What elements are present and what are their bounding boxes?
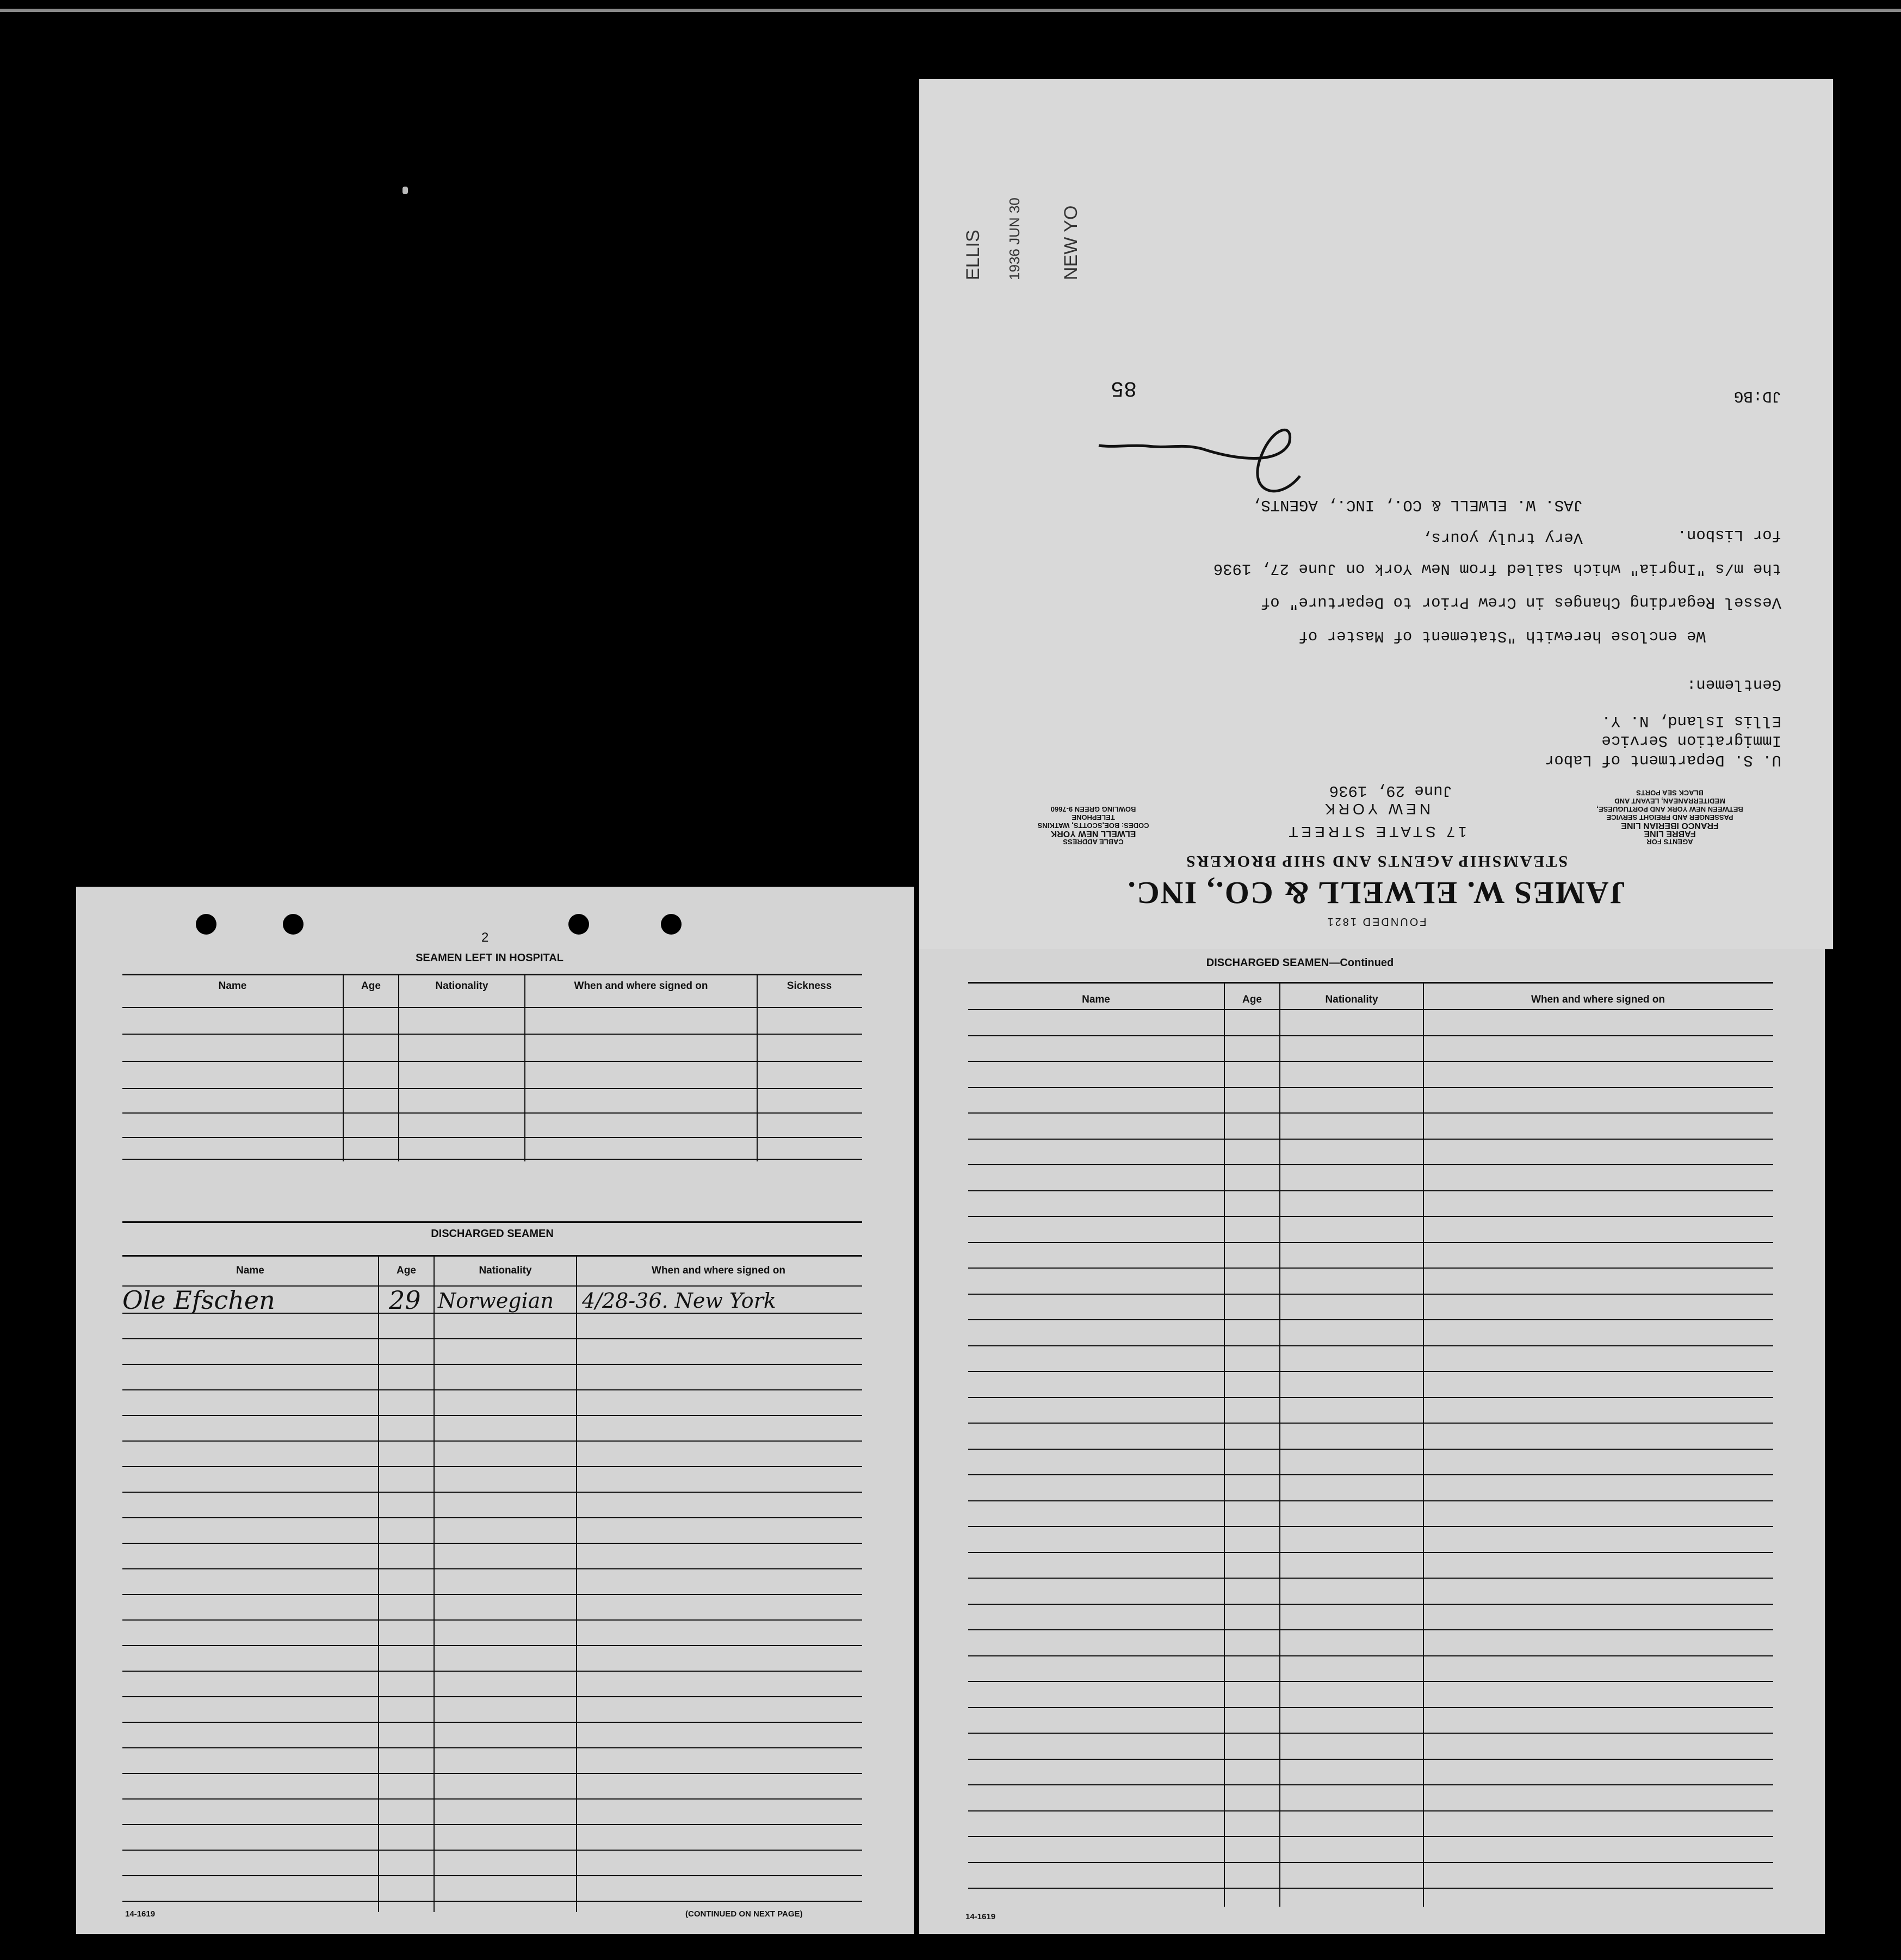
col-header-nationality: Nationality — [479, 1265, 532, 1276]
agents-line: FABRE LINE — [1644, 829, 1696, 838]
letter-date: June 29, 1936 — [1329, 782, 1452, 800]
punch-hole — [283, 914, 304, 935]
table-row-rule — [122, 1773, 862, 1774]
discharged-signed-on-cell: 4/28-36. New York — [582, 1289, 776, 1313]
table-row-rule — [968, 1294, 1773, 1295]
agents-line: PASSENGER AND FREIGHT SERVICE — [1606, 813, 1733, 821]
discharged-name-cell: Ole Efschen — [122, 1285, 275, 1315]
cover-letter — [919, 79, 1833, 949]
letterhead-founded: FOUNDED 1821 — [1326, 916, 1427, 928]
table-row-rule — [968, 1526, 1773, 1527]
table-row-rule — [122, 1645, 862, 1646]
col-header-name: Name — [218, 980, 247, 992]
table-row-rule — [968, 1190, 1773, 1191]
letterhead-company: JAMES W. ELWELL & CO., INC. — [1126, 875, 1626, 911]
table-row-rule — [968, 1061, 1773, 1062]
receipt-stamp-line: NEW YO — [1061, 205, 1081, 280]
letterhead-subtitle: STEAMSHIP AGENTS AND SHIP BROKERS — [1184, 852, 1568, 870]
table-row-rule — [122, 1415, 862, 1416]
table-row-rule — [968, 1733, 1773, 1734]
letter-addressee: U. S. Department of Labor Immigration Service Ellis Island, N. Y. — [1544, 712, 1781, 769]
scan-top-edge — [0, 9, 1901, 12]
page-number: 2 — [481, 930, 489, 945]
table-row-rule — [122, 1594, 862, 1595]
col-header-signed-on: When and where signed on — [1531, 994, 1665, 1005]
table-row-rule — [122, 1619, 862, 1621]
table-row-rule — [968, 1371, 1773, 1372]
letter-closing: Very truly yours, — [1422, 529, 1583, 547]
col-header-sickness: Sickness — [787, 980, 832, 992]
table-row-rule — [122, 1389, 862, 1390]
table-row-rule — [968, 1707, 1773, 1708]
letterhead-city: NEW YORK — [1322, 801, 1431, 818]
table-row-rule — [968, 1112, 1773, 1114]
table-row-rule — [122, 1517, 862, 1518]
punch-hole — [661, 914, 682, 935]
punch-hole — [196, 914, 216, 935]
table-row-rule — [968, 1423, 1773, 1424]
table-row-rule — [968, 1474, 1773, 1475]
table-row-rule — [122, 1466, 862, 1467]
letter-salutation: Gentlemen: — [1686, 676, 1781, 694]
table-row-rule — [968, 1397, 1773, 1398]
discharged-continued-title: DISCHARGED SEAMEN—Continued — [1206, 957, 1394, 969]
table-row-rule — [968, 1604, 1773, 1605]
table-row-rule — [122, 1543, 862, 1544]
table-row-rule — [968, 1449, 1773, 1450]
table-row-rule — [122, 1850, 862, 1851]
col-header-signed-on: When and where signed on — [652, 1265, 785, 1276]
table-row-rule — [968, 1836, 1773, 1837]
table-row-rule — [122, 1338, 862, 1339]
cable-line: BOWLING GREEN 9-7660 — [1050, 805, 1136, 813]
table-row-rule — [968, 1810, 1773, 1811]
table-row-rule — [122, 1671, 862, 1672]
agents-line: BLACK SEA PORTS — [1636, 789, 1704, 797]
scan-speck — [403, 187, 408, 194]
table-row-rule — [122, 1747, 862, 1748]
table-row-rule — [122, 1824, 862, 1825]
table-row-rule — [968, 1345, 1773, 1346]
receipt-stamp-line: ELLIS — [963, 230, 983, 280]
letter-initials: JD:BG — [1733, 387, 1781, 405]
table-row-rule — [122, 1568, 862, 1569]
receipt-stamp-line: 1936 JUN 30 — [1006, 197, 1023, 280]
table-row-rule — [968, 1759, 1773, 1760]
col-header-name: Name — [1082, 994, 1110, 1005]
form-page-left — [76, 887, 914, 1934]
table-row-rule — [968, 1009, 1773, 1010]
col-header-nationality: Nationality — [435, 980, 488, 992]
table-row-rule — [122, 1798, 862, 1800]
hospital-table — [122, 974, 862, 1161]
table-row-rule — [968, 1578, 1773, 1579]
cable-line: CODES: BOE,SCOTTS, WATKINS — [1037, 821, 1149, 830]
agents-line: FRANCO IBERIAN LINE — [1621, 821, 1719, 830]
discharged-nationality-cell: Norwegian — [438, 1289, 554, 1313]
letter-body: We enclose herewith "Statement of Master of Vessel Regarding Changes in Crew Prior to Departure" of the m/s "Ingria" which sailed from New York on June 27, 1936 for Lisbon. — [1213, 526, 1781, 645]
table-row-rule — [968, 1655, 1773, 1656]
cable-line: ELWELL NEW YORK — [1050, 829, 1136, 838]
table-row-rule — [122, 1901, 862, 1902]
table-row-rule — [968, 1319, 1773, 1320]
continued-note: (CONTINUED ON NEXT PAGE) — [685, 1909, 803, 1919]
col-header-age: Age — [397, 1265, 416, 1276]
table-row-rule — [968, 1035, 1773, 1036]
letterhead-street: 17 STATE STREET — [1285, 824, 1467, 840]
table-row-rule — [968, 1888, 1773, 1889]
form-code: 14-1619 — [125, 1909, 156, 1919]
handwritten-signature — [1093, 411, 1311, 498]
table-row-rule — [968, 1862, 1773, 1863]
col-header-age: Age — [361, 980, 381, 992]
agents-line: AGENTS FOR — [1646, 838, 1693, 846]
discharged-age-cell: 29 — [389, 1285, 421, 1315]
discharged-section-title: DISCHARGED SEAMEN — [431, 1228, 554, 1240]
col-header-signed-on: When and where signed on — [574, 980, 708, 992]
table-row-rule — [122, 1722, 862, 1723]
table-row-rule — [968, 1267, 1773, 1269]
table-row-rule — [968, 1784, 1773, 1785]
table-row-rule — [968, 1629, 1773, 1630]
table-row-rule — [968, 1216, 1773, 1217]
table-row-rule — [122, 1440, 862, 1442]
cable-line: CABLE ADDRESS — [1063, 838, 1124, 846]
letter-signature-block: JAS. W. ELWELL & CO., INC., AGENTS, — [1251, 496, 1583, 514]
form-page-right — [919, 949, 1825, 1934]
table-row-rule — [968, 1552, 1773, 1553]
table-row-rule — [968, 1164, 1773, 1165]
document-number: 85 — [1110, 375, 1137, 400]
col-header-age: Age — [1242, 994, 1262, 1005]
agents-line: MEDITERRANEAN, LEVANT AND — [1614, 797, 1725, 805]
table-row-rule — [968, 1681, 1773, 1682]
discharged-continued-table — [968, 982, 1773, 1907]
table-row-rule — [122, 1492, 862, 1493]
table-row-rule — [122, 1875, 862, 1876]
table-row-rule — [968, 1139, 1773, 1140]
agents-line: BETWEEN NEW YORK AND PORTUGUESE, — [1596, 805, 1743, 813]
hospital-section-title: SEAMEN LEFT IN HOSPITAL — [416, 952, 564, 964]
table-row-rule — [968, 1500, 1773, 1501]
discharged-table — [122, 1221, 862, 1912]
table-row-rule — [968, 1087, 1773, 1088]
table-row-rule — [968, 1242, 1773, 1243]
punch-hole — [568, 914, 589, 935]
table-row-rule — [122, 1696, 862, 1697]
col-header-nationality: Nationality — [1325, 994, 1378, 1005]
form-code: 14-1619 — [965, 1912, 996, 1921]
col-header-name: Name — [236, 1265, 264, 1276]
table-row-rule — [122, 1364, 862, 1365]
cable-line: TELEPHONE — [1072, 813, 1115, 821]
